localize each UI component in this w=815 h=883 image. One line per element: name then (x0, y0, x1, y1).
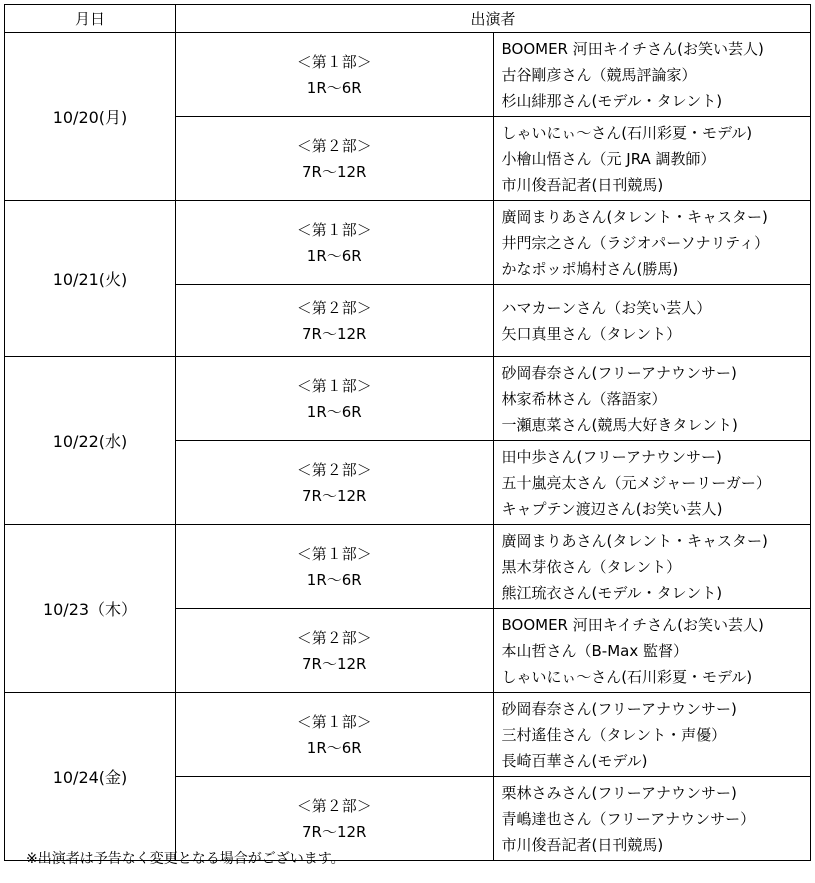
performer-item: 田中歩さん(フリーアナウンサー) (501, 447, 722, 466)
performer-item: 廣岡まりあさん(タレント・キャスター) (501, 207, 768, 226)
session-races: 1R～6R (306, 738, 362, 757)
session-cell (176, 609, 494, 693)
session-races: 7R～12R (302, 822, 367, 841)
session-races: 7R～12R (302, 654, 367, 673)
day-date-cell: 10/21(火) (5, 201, 176, 357)
header-row (5, 5, 811, 33)
performers-cell (493, 285, 811, 357)
performers-cell (493, 525, 811, 609)
performer-item: 矢口真里さん（タレント） (501, 324, 682, 343)
session-races: 1R～6R (306, 78, 362, 97)
day-date-cell: 10/23（木） (5, 525, 176, 693)
session-cell (176, 441, 494, 525)
schedule-table (4, 4, 811, 861)
performers-cell (493, 693, 811, 777)
performer-item: 市川俊吾記者(日刊競馬) (501, 835, 664, 854)
performer-item: 杉山緋那さん(モデル・タレント) (501, 91, 723, 110)
session-label: ＜第２部＞ (296, 136, 372, 155)
session-cell (176, 525, 494, 609)
performer-item: 青嶋達也さん（フリーアナウンサー） (501, 809, 756, 828)
session-races: 1R～6R (306, 246, 362, 265)
session-races: 7R～12R (302, 162, 367, 181)
performer-item: ハマカーンさん（お笑い芸人） (501, 298, 712, 317)
performer-item: 林家希林さん（落語家） (501, 389, 667, 408)
performer-item: キャプテン渡辺さん(お笑い芸人) (501, 499, 723, 518)
performer-item: 熊江琉衣さん(モデル・タレント) (501, 583, 723, 602)
performer-item: BOOMER 河田キイチさん(お笑い芸人) (501, 615, 764, 634)
performer-item: BOOMER 河田キイチさん(お笑い芸人) (501, 39, 764, 58)
session-races: 7R～12R (302, 486, 367, 505)
session-races: 7R～12R (302, 324, 367, 343)
performer-item: 五十嵐亮太さん（元メジャーリーガー） (501, 473, 771, 492)
performers-cell (493, 33, 811, 117)
session-label: ＜第１部＞ (296, 544, 372, 563)
schedule-row (5, 525, 811, 609)
performer-item: かなポッポ鳩村さん(勝馬) (501, 259, 679, 278)
performers-cell (493, 609, 811, 693)
performer-item: 砂岡春奈さん(フリーアナウンサー) (501, 699, 737, 718)
session-races: 1R～6R (306, 570, 362, 589)
day-date-cell: 10/22(水) (5, 357, 176, 525)
session-label: ＜第１部＞ (296, 52, 372, 71)
session-label: ＜第１部＞ (296, 376, 372, 395)
performer-item: 黒木芽依さん（タレント） (501, 557, 682, 576)
session-races: 1R～6R (306, 402, 362, 421)
day-date-cell: 10/24(金) (5, 693, 176, 861)
date-column-header: 月日 (5, 5, 176, 33)
session-cell (176, 693, 494, 777)
performer-item: 一瀬恵菜さん(競馬大好きタレント) (501, 415, 738, 434)
session-label: ＜第２部＞ (296, 628, 372, 647)
session-label: ＜第１部＞ (296, 712, 372, 731)
schedule-row (5, 201, 811, 285)
performers-cell (493, 777, 811, 861)
day-date-cell: 10/20(月) (5, 33, 176, 201)
disclaimer-note: ※出演者は予告なく変更となる場合がございます。 (26, 851, 345, 867)
schedule-row (5, 357, 811, 441)
session-cell (176, 117, 494, 201)
performers-cell (493, 441, 811, 525)
performer-item: 井門宗之さん（ラジオパーソナリティ） (501, 233, 770, 252)
session-label: ＜第２部＞ (296, 796, 372, 815)
performer-item: 廣岡まりあさん(タレント・キャスター) (501, 531, 768, 550)
performers-cell (493, 357, 811, 441)
performer-item: 市川俊吾記者(日刊競馬) (501, 175, 664, 194)
performer-item: 古谷剛彦さん（競馬評論家） (501, 65, 697, 84)
performers-column-header: 出演者 (176, 5, 811, 33)
performers-cell (493, 117, 811, 201)
performer-item: しゃいにぃ～さん(石川彩夏・モデル) (501, 123, 753, 142)
performer-item: 長崎百華さん(モデル) (501, 751, 648, 770)
session-label: ＜第１部＞ (296, 220, 372, 239)
session-cell (176, 285, 494, 357)
session-cell (176, 357, 494, 441)
performer-item: 栗林さみさん(フリーアナウンサー) (501, 783, 737, 802)
performers-cell (493, 201, 811, 285)
session-cell (176, 33, 494, 117)
performer-item: 小檜山悟さん（元 JRA 調教師） (501, 149, 716, 168)
session-cell (176, 201, 494, 285)
performer-item: しゃいにぃ～さん(石川彩夏・モデル) (501, 667, 753, 686)
schedule-row (5, 693, 811, 777)
performer-item: 三村遙佳さん（タレント・声優） (501, 725, 727, 744)
performer-item: 砂岡春奈さん(フリーアナウンサー) (501, 363, 737, 382)
session-label: ＜第２部＞ (296, 298, 372, 317)
schedule-body (5, 33, 811, 861)
performer-item: 本山哲さん（B-Max 監督） (501, 641, 688, 660)
schedule-row (5, 33, 811, 117)
session-label: ＜第２部＞ (296, 460, 372, 479)
